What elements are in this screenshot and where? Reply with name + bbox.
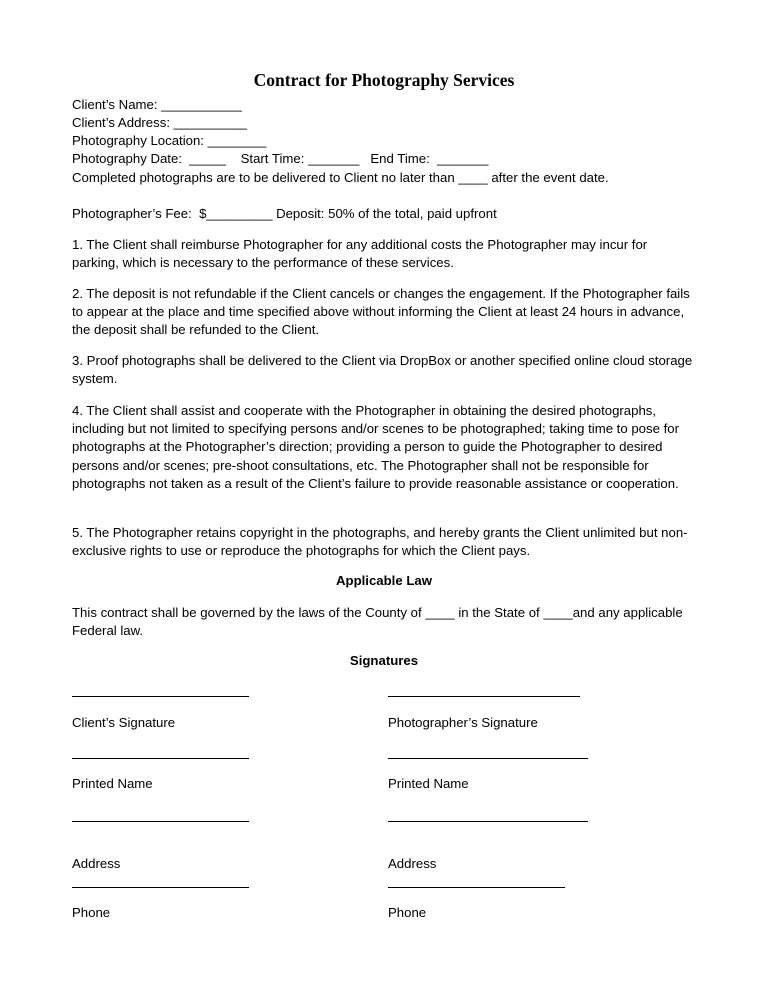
client-name-line: Client’s Name: ___________ <box>72 97 242 112</box>
clause-3: 3. Proof photographs shall be delivered to the Client via DropBox or another specified online cloud storage system. <box>72 353 693 387</box>
client-address-label: Address <box>72 856 121 871</box>
client-signature-line <box>72 696 249 697</box>
photographer-address-label: Address <box>388 856 437 871</box>
delivery-deadline-line: Completed photographs are to be delivered to Client no later than ____ after the event date. <box>72 170 609 185</box>
client-address-sig-line <box>72 821 249 822</box>
clause-1: 1. The Client shall reimburse Photographer for any additional costs the Photographer may incur for parking, which is necessary to the performance of these services. <box>72 237 648 271</box>
photography-location-line: Photography Location: ________ <box>72 133 267 148</box>
applicable-law-text: This contract shall be governed by the laws of the County of ____ in the State of ____and any applicable Federal law. <box>72 605 683 639</box>
photographer-phone-label: Phone <box>388 905 427 920</box>
client-printed-name-label: Printed Name <box>72 776 153 791</box>
document-title: Contract for Photography Services <box>253 70 515 90</box>
clause-4: 4. The Client shall assist and cooperate with the Photographer in obtaining the desired photographs, including but not limited to specifying persons and/or scenes to be photographed; taking time to pose for photographs at the Photographer’s direction; providing a person to guide the Photographer to desired persons and/or scenes; pre-shoot consultations, etc. The Photographer shall not be responsible for photographs not taken as a result of the Client’s failure to provide reasonable assistance or cooperation. <box>72 403 679 491</box>
signatures-heading: Signatures <box>349 653 419 668</box>
client-address-line: Client’s Address: __________ <box>72 115 247 130</box>
client-phone-label: Phone <box>72 905 111 920</box>
photographer-address-sig-line <box>388 821 588 822</box>
client-phone-line <box>72 887 249 888</box>
photography-date-time-line: Photography Date: _____ Start Time: _______ End Time: _______ <box>72 151 489 166</box>
photographer-printed-name-line <box>388 758 588 759</box>
applicable-law-heading: Applicable Law <box>336 573 432 588</box>
client-printed-name-line <box>72 758 249 759</box>
photographer-signature-line <box>388 696 580 697</box>
photographer-phone-line <box>388 887 565 888</box>
client-signature-label: Client’s Signature <box>72 715 176 730</box>
clause-2: 2. The deposit is not refundable if the Client cancels or changes the engagement. If the Photographer fails to appear at the place and time specified above without informing the Client at least 24 hours in advance, the deposit shall be refunded to the Client. <box>72 286 690 338</box>
clause-5: 5. The Photographer retains copyright in the photographs, and hereby grants the Client unlimited but non-exclusive rights to use or reproduce the photographs for which the Client pays. <box>72 525 688 559</box>
photographer-printed-name-label: Printed Name <box>388 776 469 791</box>
fee-deposit-line: Photographer’s Fee: $_________ Deposit: 50% of the total, paid upfront <box>72 206 497 221</box>
photographer-signature-label: Photographer’s Signature <box>388 715 538 730</box>
